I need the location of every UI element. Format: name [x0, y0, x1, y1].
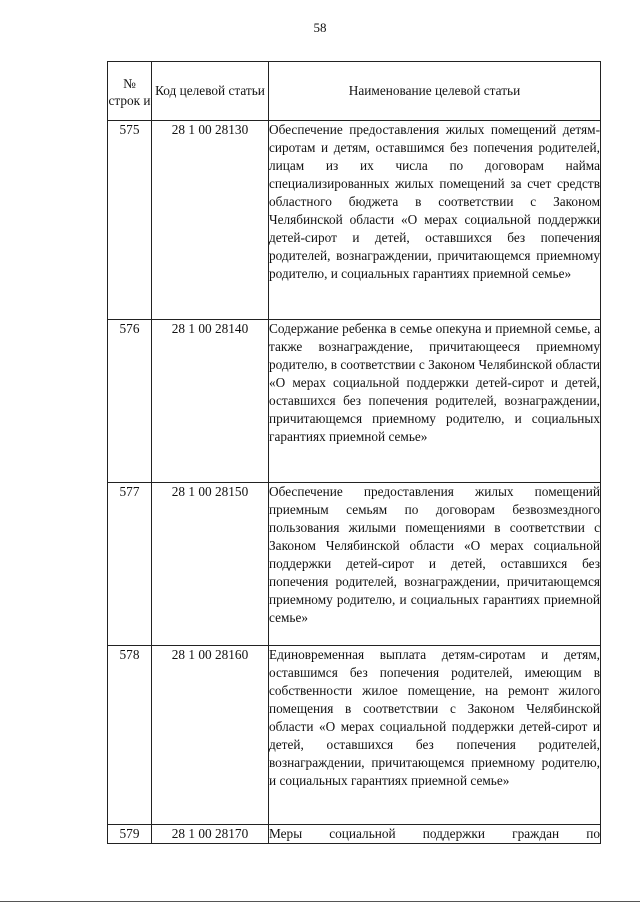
article-code: 28 1 00 28170	[152, 825, 269, 844]
header-row-number: № строк и	[108, 62, 152, 121]
header-article-name: Наименование целевой статьи	[269, 62, 601, 121]
page-bottom-edge	[0, 901, 640, 902]
article-code: 28 1 00 28140	[152, 320, 269, 483]
article-name: Обеспечение предоставления жилых помещений приемным семьям по договорам безвозмездного пользования жилыми помещениями в соответствии с Законом Челябинской области «О мерах социальной поддержки детей-сирот и детей, оставшихся без попечения родителей, вознаграждении, причитающемся приемному родителю, и социальных гарантиях приемной семье»	[269, 483, 601, 646]
article-name: Содержание ребенка в семье опекуна и приемной семье, а также вознаграждение, причитающееся приемному родителю, в соответствии с Законом Челябинской области «О мерах социальной поддержки детей-сирот и детей, оставшихся без попечения родителей, вознаграждении, причитающемся приемному родителю, и социальных гарантиях приемной семье»	[269, 320, 601, 483]
table-row	[108, 320, 601, 483]
row-number: 579	[108, 825, 152, 844]
header-article-code: Код целевой статьи	[152, 62, 269, 121]
article-name: Меры социальной поддержки граждан по	[269, 825, 601, 844]
article-name: Единовременная выплата детям-сиротам и детям, оставшимся без попечения родителей, имеющим в собственности жилое помещение, на ремонт жилого помещения в соответствии с Законом Челябинской области «О мерах социальной поддержки детей-сирот и детей, оставшихся без попечения родителей, вознаграждении, причитающемся приемному родителю, и социальных гарантиях приемной семье»	[269, 646, 601, 825]
article-code: 28 1 00 28160	[152, 646, 269, 825]
row-number: 575	[108, 121, 152, 320]
row-number: 578	[108, 646, 152, 825]
article-code: 28 1 00 28130	[152, 121, 269, 320]
row-number: 576	[108, 320, 152, 483]
table-header-row	[108, 62, 601, 121]
article-code: 28 1 00 28150	[152, 483, 269, 646]
table-row	[108, 825, 601, 844]
table-row	[108, 646, 601, 825]
page-number: 58	[313, 20, 327, 35]
budget-articles-table	[107, 61, 601, 844]
table-row	[108, 483, 601, 646]
article-name: Обеспечение предоставления жилых помещений детям-сиротам и детям, оставшимся без попечения родителей, лицам из их числа по договорам найма специализированных жилых помещений за счет средств областного бюджета в соответствии с Законом Челябинской области «О мерах социальной поддержки детей-сирот и детей, оставшихся без попечения родителей, вознаграждении, причитающемся приемному родителю, и социальных гарантиях приемной семье»	[269, 121, 601, 320]
table-row	[108, 121, 601, 320]
row-number: 577	[108, 483, 152, 646]
